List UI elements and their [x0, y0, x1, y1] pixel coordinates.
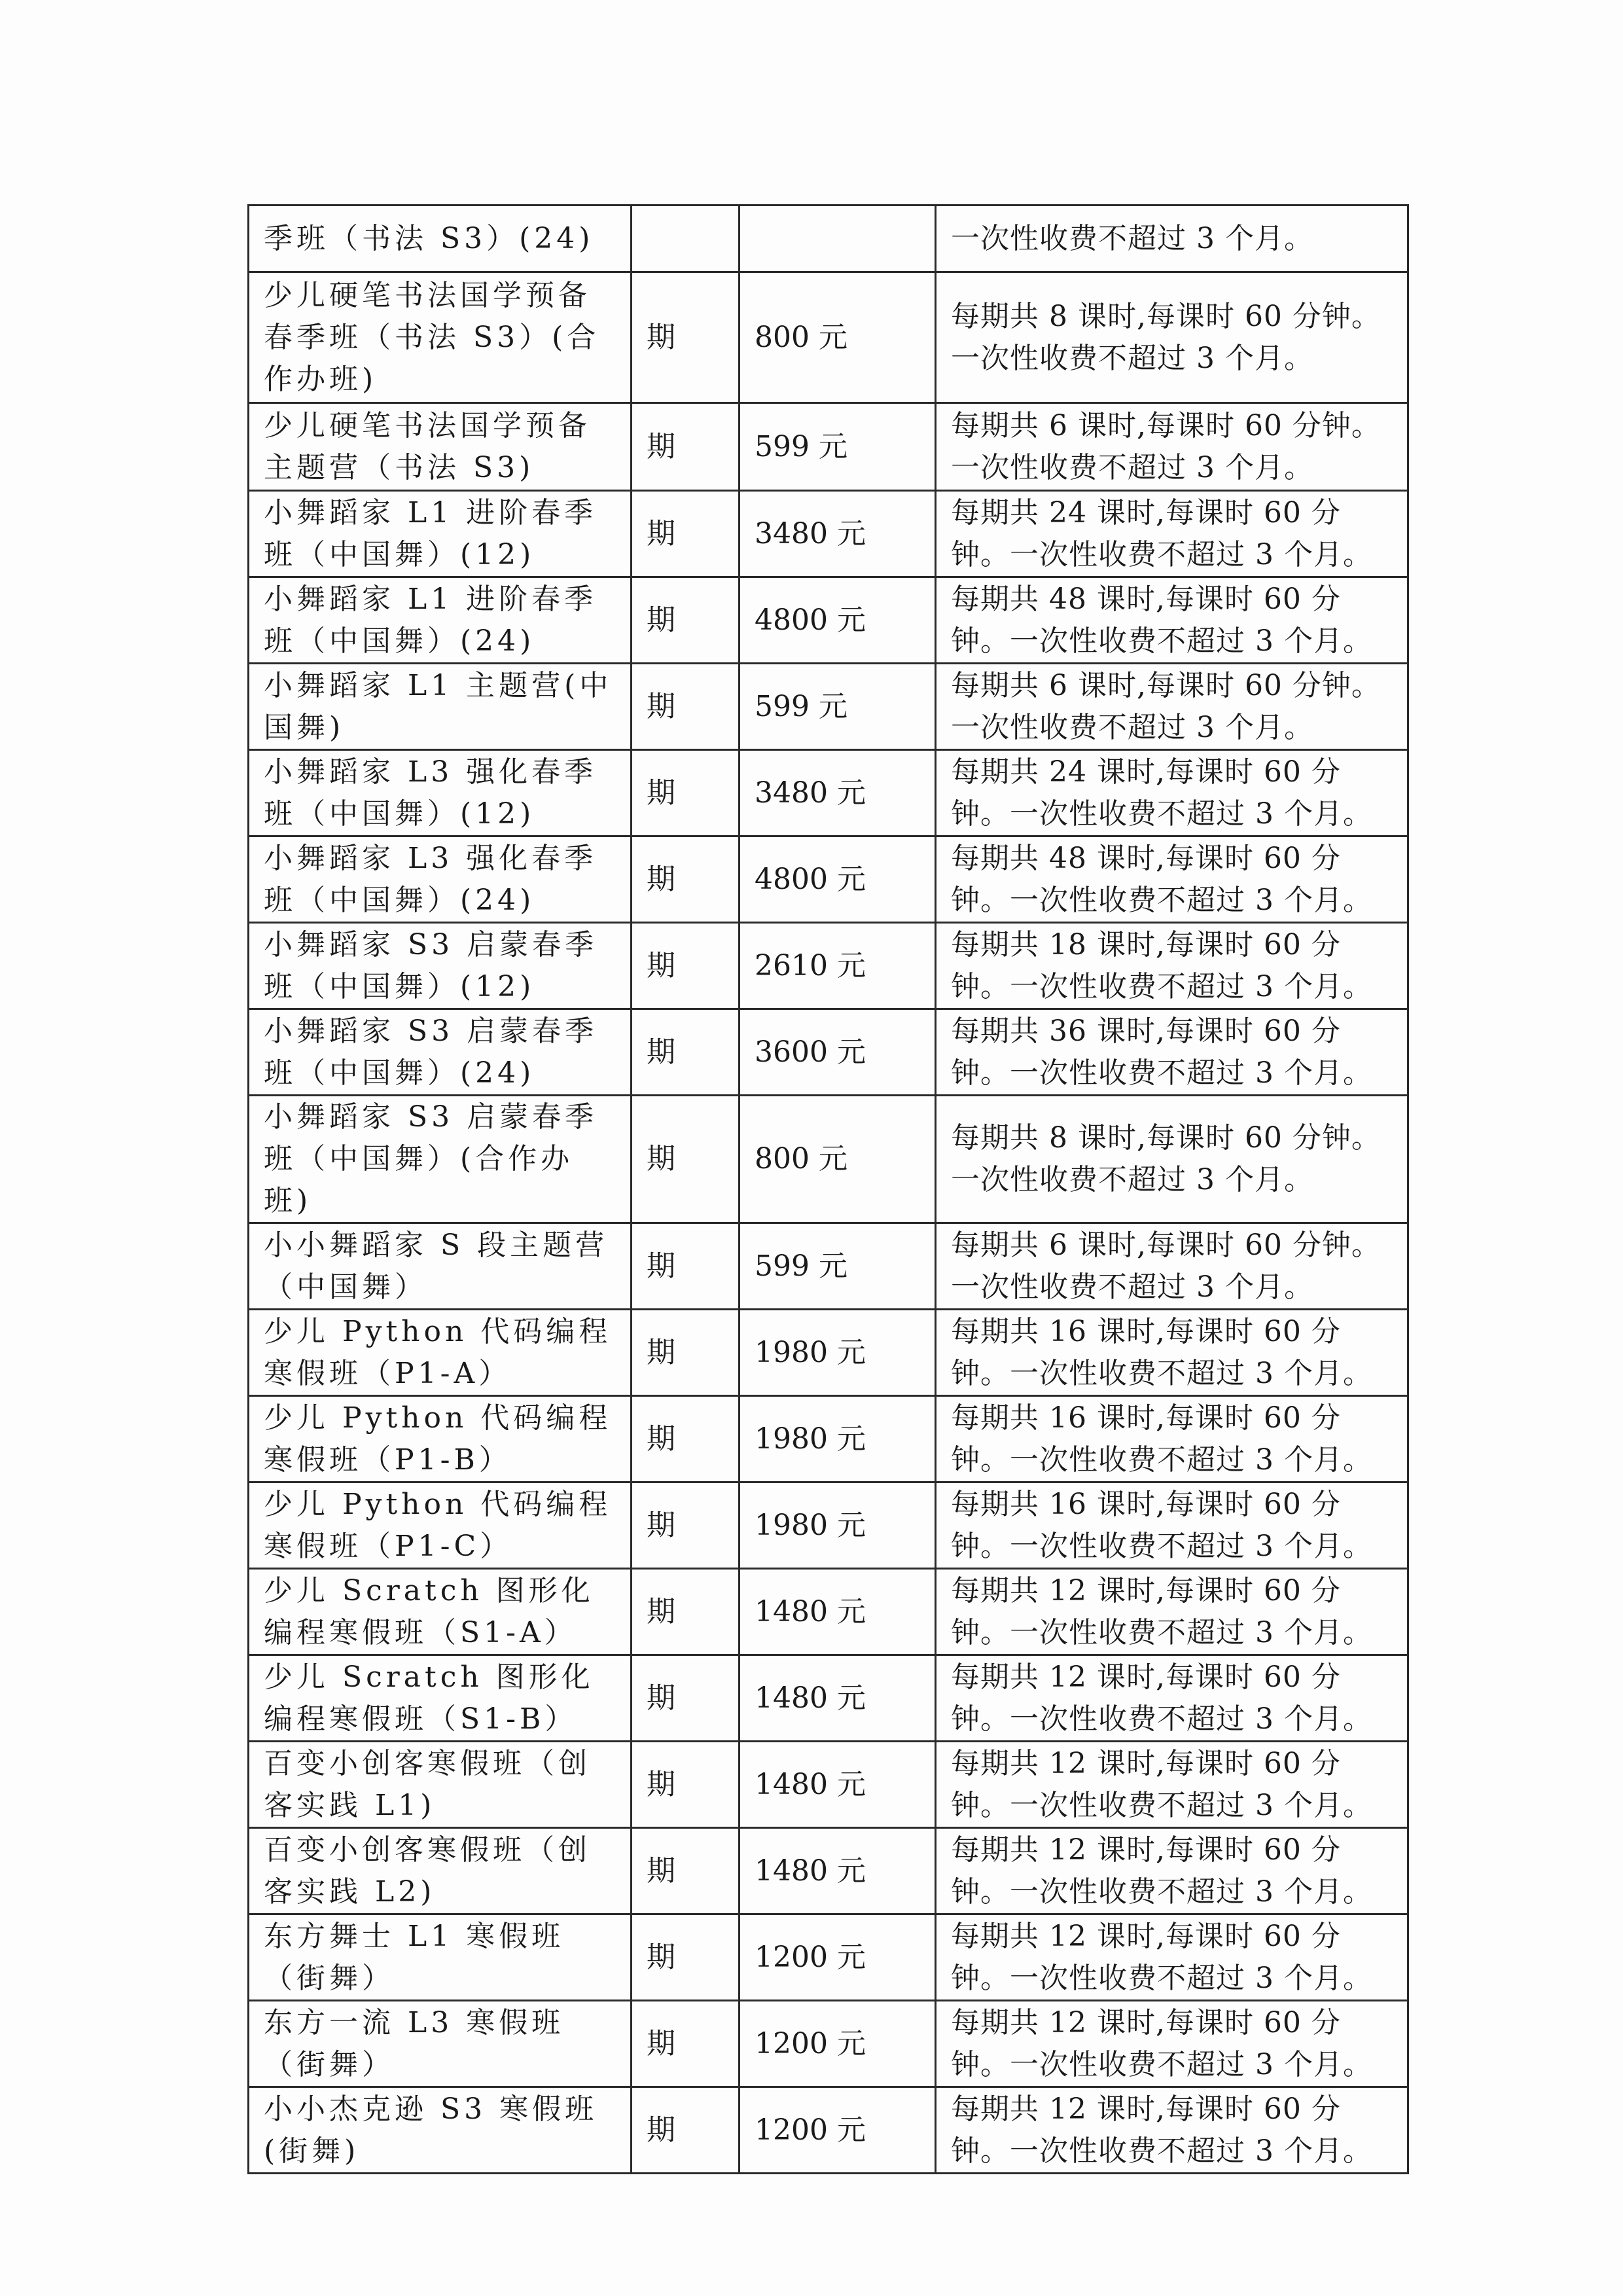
table-row: [249, 491, 1408, 577]
price-cell: 1980 元: [740, 1396, 936, 1482]
table-row: [249, 1569, 1408, 1655]
table-row: [249, 272, 1408, 403]
unit-cell: 期: [632, 1223, 740, 1310]
course-name-cell: 小舞蹈家 L1 主题营(中国舞): [249, 664, 632, 750]
unit-cell: 期: [632, 1828, 740, 1914]
price-cell: 1480 元: [740, 1828, 936, 1914]
course-name-cell: 少儿 Python 代码编程寒假班（P1-B）: [249, 1396, 632, 1482]
unit-cell: 期: [632, 1009, 740, 1096]
price-cell: 1200 元: [740, 2001, 936, 2087]
course-name-cell: 百变小创客寒假班（创客实践 L2): [249, 1828, 632, 1914]
note-cell: 每期共 12 课时,每课时 60 分钟。一次性收费不超过 3 个月。: [936, 2001, 1408, 2087]
note-cell: 每期共 48 课时,每课时 60 分钟。一次性收费不超过 3 个月。: [936, 577, 1408, 664]
price-cell: 1980 元: [740, 1310, 936, 1396]
course-name-cell: 季班（书法 S3）(24): [249, 206, 632, 272]
course-name-cell: 小小舞蹈家 S 段主题营（中国舞）: [249, 1223, 632, 1310]
table-row: [249, 1396, 1408, 1482]
price-cell: 1480 元: [740, 1655, 936, 1742]
price-cell: 3480 元: [740, 750, 936, 836]
price-cell: 1480 元: [740, 1569, 936, 1655]
price-cell: 4800 元: [740, 836, 936, 923]
course-name-cell: 小舞蹈家 L1 进阶春季班（中国舞）(12): [249, 491, 632, 577]
table-row: [249, 2087, 1408, 2174]
course-name-cell: 小舞蹈家 S3 启蒙春季班（中国舞）(24): [249, 1009, 632, 1096]
note-cell: 每期共 12 课时,每课时 60 分钟。一次性收费不超过 3 个月。: [936, 1914, 1408, 2001]
note-cell: 一次性收费不超过 3 个月。: [936, 206, 1408, 272]
unit-cell: 期: [632, 1310, 740, 1396]
note-cell: 每期共 8 课时,每课时 60 分钟。一次性收费不超过 3 个月。: [936, 272, 1408, 403]
table-row: [249, 750, 1408, 836]
note-cell: 每期共 8 课时,每课时 60 分钟。一次性收费不超过 3 个月。: [936, 1096, 1408, 1223]
unit-cell: 期: [632, 1396, 740, 1482]
table-row: [249, 836, 1408, 923]
table-row: [249, 1914, 1408, 2001]
note-cell: 每期共 12 课时,每课时 60 分钟。一次性收费不超过 3 个月。: [936, 2087, 1408, 2174]
unit-cell: 期: [632, 1482, 740, 1569]
table-row: [249, 1096, 1408, 1223]
price-cell: [740, 206, 936, 272]
course-name-cell: 少儿 Scratch 图形化编程寒假班（S1-A）: [249, 1569, 632, 1655]
unit-cell: 期: [632, 750, 740, 836]
unit-cell: 期: [632, 1569, 740, 1655]
unit-cell: 期: [632, 403, 740, 491]
course-name-cell: 少儿硬笔书法国学预备主题营（书法 S3): [249, 403, 632, 491]
table-row: [249, 1742, 1408, 1828]
table-row: [249, 1009, 1408, 1096]
note-cell: 每期共 24 课时,每课时 60 分钟。一次性收费不超过 3 个月。: [936, 750, 1408, 836]
note-cell: 每期共 16 课时,每课时 60 分钟。一次性收费不超过 3 个月。: [936, 1396, 1408, 1482]
unit-cell: 期: [632, 1914, 740, 2001]
unit-cell: 期: [632, 1742, 740, 1828]
price-cell: 1480 元: [740, 1742, 936, 1828]
price-cell: 599 元: [740, 403, 936, 491]
table-row: [249, 2001, 1408, 2087]
price-cell: 800 元: [740, 1096, 936, 1223]
table-row: [249, 206, 1408, 272]
note-cell: 每期共 18 课时,每课时 60 分钟。一次性收费不超过 3 个月。: [936, 923, 1408, 1009]
course-name-cell: 小舞蹈家 L3 强化春季班（中国舞）(24): [249, 836, 632, 923]
note-cell: 每期共 6 课时,每课时 60 分钟。一次性收费不超过 3 个月。: [936, 1223, 1408, 1310]
table-row: [249, 1482, 1408, 1569]
course-name-cell: 少儿硬笔书法国学预备春季班（书法 S3）(合作办班): [249, 272, 632, 403]
course-name-cell: 小舞蹈家 S3 启蒙春季班（中国舞）(合作办班): [249, 1096, 632, 1223]
note-cell: 每期共 16 课时,每课时 60 分钟。一次性收费不超过 3 个月。: [936, 1310, 1408, 1396]
price-cell: 599 元: [740, 1223, 936, 1310]
course-name-cell: 少儿 Scratch 图形化编程寒假班（S1-B）: [249, 1655, 632, 1742]
price-cell: 1980 元: [740, 1482, 936, 1569]
note-cell: 每期共 6 课时,每课时 60 分钟。一次性收费不超过 3 个月。: [936, 403, 1408, 491]
unit-cell: 期: [632, 1655, 740, 1742]
table-row: [249, 923, 1408, 1009]
unit-cell: 期: [632, 923, 740, 1009]
price-cell: 3480 元: [740, 491, 936, 577]
unit-cell: 期: [632, 491, 740, 577]
price-cell: 800 元: [740, 272, 936, 403]
unit-cell: 期: [632, 836, 740, 923]
note-cell: 每期共 6 课时,每课时 60 分钟。一次性收费不超过 3 个月。: [936, 664, 1408, 750]
note-cell: 每期共 12 课时,每课时 60 分钟。一次性收费不超过 3 个月。: [936, 1828, 1408, 1914]
note-cell: 每期共 24 课时,每课时 60 分钟。一次性收费不超过 3 个月。: [936, 491, 1408, 577]
note-cell: 每期共 16 课时,每课时 60 分钟。一次性收费不超过 3 个月。: [936, 1482, 1408, 1569]
note-cell: 每期共 12 课时,每课时 60 分钟。一次性收费不超过 3 个月。: [936, 1742, 1408, 1828]
course-name-cell: 小舞蹈家 L3 强化春季班（中国舞）(12): [249, 750, 632, 836]
unit-cell: 期: [632, 2001, 740, 2087]
note-cell: 每期共 36 课时,每课时 60 分钟。一次性收费不超过 3 个月。: [936, 1009, 1408, 1096]
table-row: [249, 577, 1408, 664]
table-row: [249, 1223, 1408, 1310]
course-name-cell: 小舞蹈家 S3 启蒙春季班（中国舞）(12): [249, 923, 632, 1009]
course-name-cell: 东方舞士 L1 寒假班（街舞）: [249, 1914, 632, 2001]
course-name-cell: 东方一流 L3 寒假班（街舞）: [249, 2001, 632, 2087]
note-cell: 每期共 12 课时,每课时 60 分钟。一次性收费不超过 3 个月。: [936, 1655, 1408, 1742]
price-cell: 1200 元: [740, 2087, 936, 2174]
price-cell: 599 元: [740, 664, 936, 750]
unit-cell: [632, 206, 740, 272]
unit-cell: 期: [632, 577, 740, 664]
table-row: [249, 1655, 1408, 1742]
price-cell: 4800 元: [740, 577, 936, 664]
course-name-cell: 少儿 Python 代码编程寒假班（P1-C）: [249, 1482, 632, 1569]
unit-cell: 期: [632, 272, 740, 403]
note-cell: 每期共 48 课时,每课时 60 分钟。一次性收费不超过 3 个月。: [936, 836, 1408, 923]
course-name-cell: 小小杰克逊 S3 寒假班(街舞): [249, 2087, 632, 2174]
price-cell: 3600 元: [740, 1009, 936, 1096]
course-name-cell: 百变小创客寒假班（创客实践 L1): [249, 1742, 632, 1828]
unit-cell: 期: [632, 664, 740, 750]
price-cell: 2610 元: [740, 923, 936, 1009]
unit-cell: 期: [632, 2087, 740, 2174]
price-cell: 1200 元: [740, 1914, 936, 2001]
note-cell: 每期共 12 课时,每课时 60 分钟。一次性收费不超过 3 个月。: [936, 1569, 1408, 1655]
table-row: [249, 1310, 1408, 1396]
table-row: [249, 403, 1408, 491]
table-row: [249, 1828, 1408, 1914]
course-name-cell: 小舞蹈家 L1 进阶春季班（中国舞）(24): [249, 577, 632, 664]
fee-table: [247, 204, 1409, 2174]
table-row: [249, 664, 1408, 750]
course-name-cell: 少儿 Python 代码编程寒假班（P1-A）: [249, 1310, 632, 1396]
unit-cell: 期: [632, 1096, 740, 1223]
